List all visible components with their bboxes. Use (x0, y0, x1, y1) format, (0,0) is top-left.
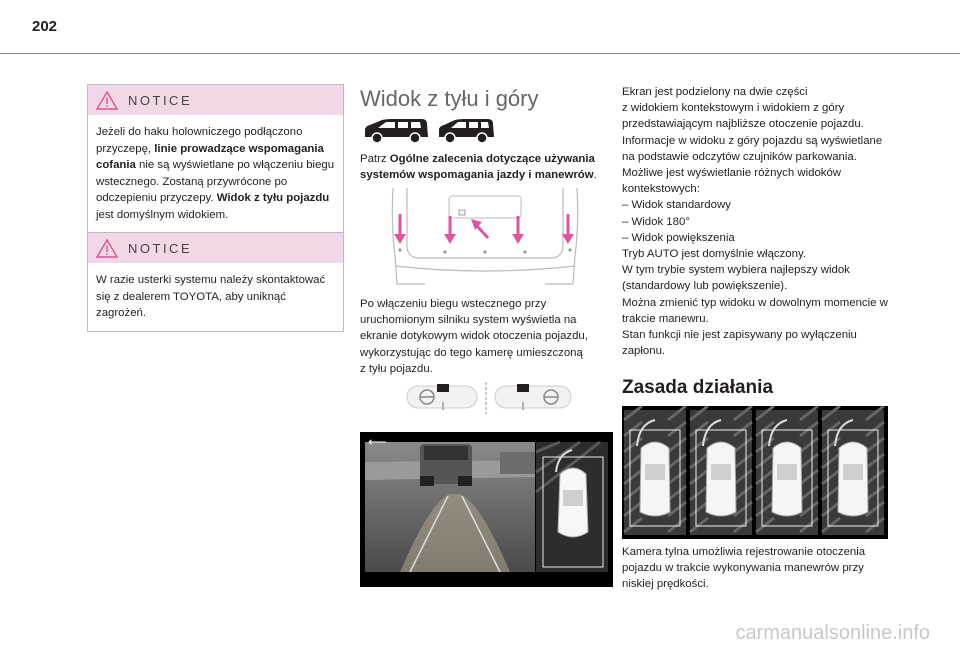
van-silhouette-icon (436, 118, 496, 149)
warning-triangle-icon (96, 239, 118, 263)
top-view-panel (690, 406, 752, 535)
notice-box (87, 232, 344, 332)
vehicle-rear-illustration (385, 186, 585, 293)
top-view-panel (822, 406, 884, 535)
screen-description: Ekran jest podzielony na dwie części z widokiem kontekstowym i widokiem z góry przedstawiającym najbliższe otoczenie pojazdu. Informacje w widoku z góry pojazdu są wyświetlane na podstawie odczytów czujników parkowania. Możliwe jest wyświetlanie różnych widoków kontekstowych: – Widok standardowy – Widok 180° – Widok powiększenia Tryb AUTO jest domyślnie włączony. W tym trybie system wybiera najlepszy widok (standardowy lub powiększenie). Można zmienić typ widoku w dowolnym momencie w trakcie manewru. Stan funkcji nie jest zapisywany po wyłączeniu zapłonu. (622, 86, 888, 358)
section-title: Widok z tyłu i góry (360, 86, 539, 111)
notice-box (87, 84, 344, 233)
section-title: Zasada działania (622, 377, 774, 398)
notice-title: NOTICE (128, 241, 193, 256)
page-number: 202 (32, 18, 58, 35)
notice-text: W razie usterki systemu należy skontaktować się z dealerem TOYOTA, aby uniknąć zagrożeń. (96, 274, 326, 319)
operation-paragraph: Kamera tylna umożliwia rejestrowanie otoczenia pojazdu w trakcie wykonywania manewrów przy niskiej prędkości. (622, 546, 866, 591)
notice-text: Jeżeli do haku holowniczego podłączono przyczepę, linie prowadzące wspomagania cofania nie są wyświetlane po włączeniu biegu wstecznego. Zostaną przywrócone po odczepieniu przyczepy. Widok z tyłu pojazdu jest domyślnym widokiem. (96, 126, 335, 221)
back-arrow-icon[interactable]: ⟵ (368, 434, 387, 449)
notice-header (88, 233, 343, 263)
notice-title: NOTICE (128, 93, 193, 108)
camera-position-illustration (405, 380, 575, 421)
see-reference: Patrz Ogólne zalecenia dotyczące używania systemów wspomagania jazdy i manewrów. (360, 153, 597, 182)
top-view-panel (624, 406, 686, 535)
watermark: carmanualsonline.info (735, 622, 930, 644)
warning-triangle-icon (96, 91, 118, 115)
intro-paragraph: Po włączeniu biegu wstecznego przy uruchomionym silniku system wyświetla na ekranie dotykowym widok otoczenia pojazdu, wykorzystując do tego kamerę umieszczoną z tyłu pojazdu. (360, 298, 588, 375)
van-silhouette-icon (362, 118, 430, 149)
header-divider (0, 53, 960, 54)
top-view-panel (756, 406, 818, 535)
top-view-illustrations (622, 406, 888, 539)
touchscreen-camera-view (360, 432, 613, 587)
notice-header (88, 85, 343, 115)
